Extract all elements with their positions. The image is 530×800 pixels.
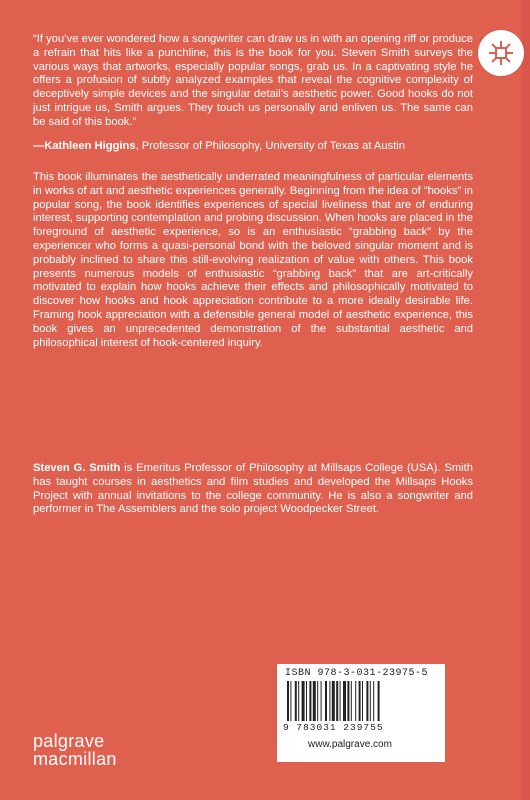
publisher-url: www.palgrave.com [308,739,392,750]
palgrave-logo-icon [478,30,524,76]
barcode-graphic [287,681,435,723]
author-bio [33,462,473,517]
cover-edge [522,0,530,800]
endorser-name: —Kathleen Higgins [33,140,136,152]
author-bio-text: is Emeritus Professor of Philosophy at Millsaps College (USA). Smith has taught courses in aesthetics and film studies and developed the Millsaps Hooks Project with annual invitations to the college community. He is also a songwriter and performer in The Assemblers and the solo project Woodpecker Street. [33,462,473,516]
book-description: This book illuminates the aesthetically underrated meaningfulness of particular elements in works of art and aesthetic experiences generally. Beginning from the idea of “hooks” in popular song, the book identifies experiences of special liveliness that are of enduring interest, supporting contemplation and probing discussion. When hooks are placed in the foreground of aesthetic experience, so is an enthusiastic “grabbing back” by the experiencer who forms a quasi-personal bond with the beloved singular moment and is probably inclined to share this still-evolving realization of value with others. This book presents numerous models of enthusiastic “grabbing back” that are art-critically motivated to explain how hooks achieve their effects and philosophically motivated to discover how hooks and hook appreciation contribute to a more ideally desirable life. Framing hook appreciation with a defensible general model of aesthetic experience, this book gives an unprecedented demonstration of the substantial aesthetic and philosophical interest of hook-centered inquiry. [33,171,473,349]
barcode-digits: 9 783031 239755 [283,722,384,733]
publisher-name-line1: palgrave [33,731,105,751]
publisher-logo [33,732,117,768]
publisher-name-line2: macmillan [33,749,117,769]
isbn-label: ISBN 978-3-031-23975-5 [285,668,429,679]
barcode-panel [277,664,445,762]
endorser-affiliation: , Professor of Philosophy, University of Texas at Austin [135,140,406,152]
endorsement-quote: “If you’ve ever wondered how a songwriter can draw us in with an opening riff or produce a refrain that hits like a punchline, this is the book for you. Steven Smith surveys the various ways that artworks, especially popular songs, grab us. In a captivating style he offers a profusion of subtly analyzed examples that reveal the cognitive complexity of deceptively simple devices and the singular detail’s aesthetic power. Good hooks do not just intrigue us, Smith argues. They touch us personally and enliven us. The same can be said of this book.” [33,33,473,128]
endorsement-attribution [33,140,473,154]
author-name: Steven G. Smith [33,462,121,474]
